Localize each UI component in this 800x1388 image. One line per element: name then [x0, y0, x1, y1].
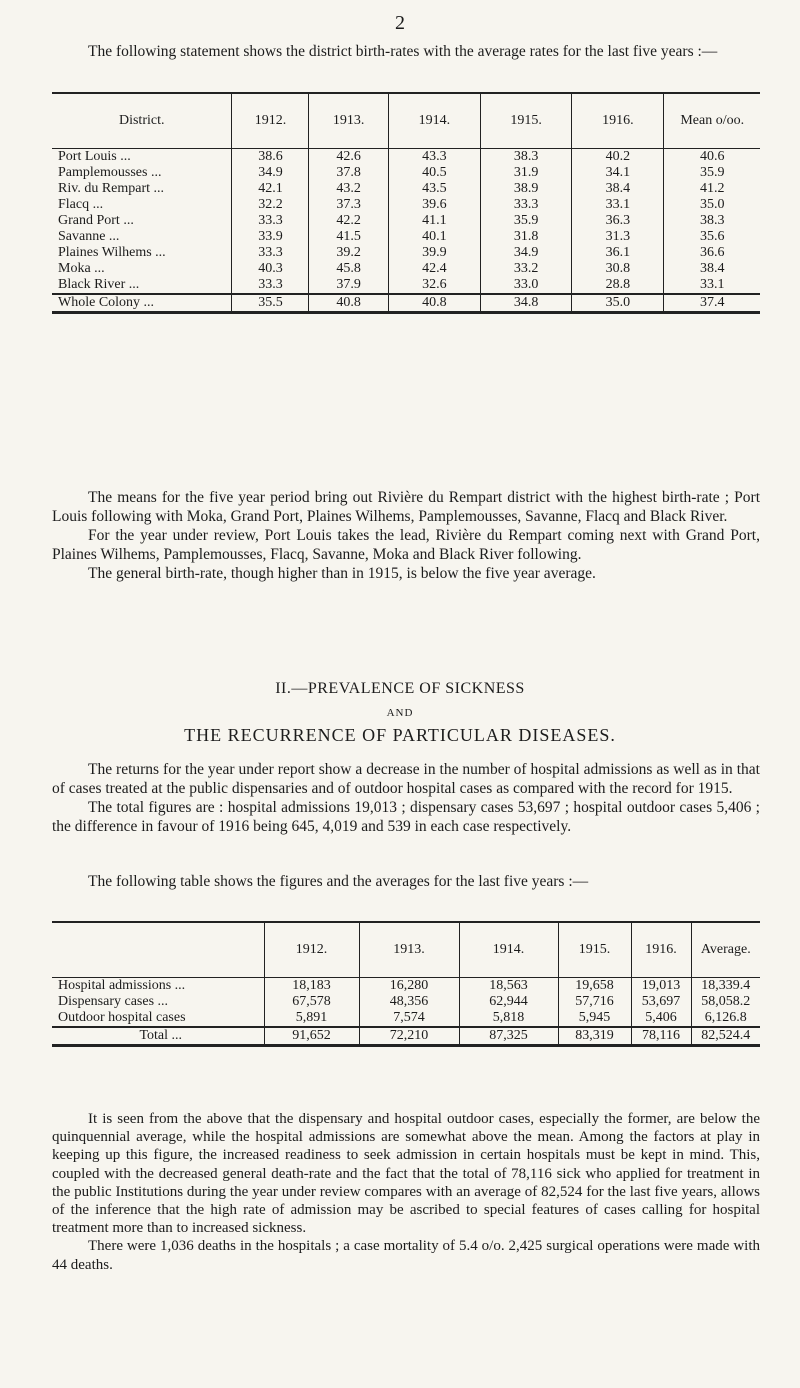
sickness-table-header — [52, 922, 760, 978]
cell-value: 38.4 — [572, 181, 664, 197]
cell-value: 33.3 — [232, 245, 309, 261]
cell-value: 18,339.4 — [691, 978, 760, 995]
table-row — [52, 229, 760, 245]
cell-value: 5,891 — [264, 1010, 359, 1027]
table-row — [52, 978, 760, 995]
cell-value: 32.6 — [388, 277, 480, 294]
cell-value: 33.3 — [232, 213, 309, 229]
district-name: Grand Port ... — [58, 213, 134, 228]
cell-value: 42.6 — [309, 149, 388, 166]
paragraph: It is seen from the above that the dispensary and hospital outdoor cases, especially the former, are below the quinquennial average, while the hospital admissions are somewhat above the mean. Among the factors at play in keeping up this figure, the increased readiness to seek admission in certain hospitals must be kept in mind. This, coupled with the decreased general death-rate and the fact that the total of 78,116 sick who applied for treatment in the public Institutions during the year under review compares with an average of 82,524 for the last five years, allows of the inference that the high rate of admission may be ascribed to special features of cases calling for hospital treatment more than to increased sickness. — [52, 1111, 760, 1237]
cell-value: 35.9 — [664, 165, 760, 181]
row-label: Dispensary cases ... — [58, 994, 169, 1009]
cell-value: 40.5 — [388, 165, 480, 181]
district-name: Savanne ... — [58, 229, 120, 244]
total-value: 40.8 — [309, 294, 388, 313]
cell-value: 58,058.2 — [691, 994, 760, 1010]
cell-value: 18,183 — [264, 978, 359, 995]
cell-value: 37.8 — [309, 165, 388, 181]
header-average: Average. — [691, 922, 760, 978]
total-value: 35.0 — [572, 294, 664, 313]
table-row — [52, 197, 760, 213]
cell-value: 39.2 — [309, 245, 388, 261]
table-row — [52, 149, 760, 166]
header-1915: 1915. — [558, 922, 631, 978]
intro-text: The following statement shows the district birth-rates with the average rates for the last five years :— — [88, 43, 718, 60]
cell-value: 38.4 — [664, 261, 760, 277]
paragraph: The means for the five year period bring out Rivière du Rempart district with the highest birth-rate ; Port Louis following with Moka, Grand Port, Plaines Wilhems, Pamplemousses, Savanne, Flacq and Black River. — [52, 489, 760, 525]
cell-value: 45.8 — [309, 261, 388, 277]
total-label: Total ... — [52, 1027, 264, 1046]
table-row — [52, 261, 760, 277]
cell-value: 41.2 — [664, 181, 760, 197]
paragraph: The total figures are : hospital admissions 19,013 ; dispensary cases 53,697 ; hospital outdoor cases 5,406 ; the difference in favour of 1916 being 645, 4,019 and 539 in each case respectively. — [52, 799, 760, 835]
total-row — [52, 1027, 760, 1046]
table-row — [52, 994, 760, 1010]
cell-value: 38.3 — [664, 213, 760, 229]
table-row — [52, 1010, 760, 1027]
district-name: Plaines Wilhems ... — [58, 245, 166, 260]
cell-value: 38.3 — [480, 149, 571, 166]
row-label: Outdoor hospital cases — [58, 1010, 186, 1025]
cell-value: 42.2 — [309, 213, 388, 229]
cell-value: 35.0 — [664, 197, 760, 213]
table-row — [52, 245, 760, 261]
cell-value: 42.1 — [232, 181, 309, 197]
cell-value: 5,818 — [459, 1010, 558, 1027]
page-number: 2 — [395, 12, 405, 34]
header-1914: 1914. — [388, 93, 480, 149]
cell-value: 34.1 — [572, 165, 664, 181]
total-value: 87,325 — [459, 1027, 558, 1046]
cell-value: 43.2 — [309, 181, 388, 197]
cell-value: 31.9 — [480, 165, 571, 181]
header-district: District. — [52, 93, 232, 149]
header-1916: 1916. — [631, 922, 691, 978]
paragraph: There were 1,036 deaths in the hospitals ; a case mortality of 5.4 o/o. 2,425 surgical operations were made with 44 deaths. — [52, 1238, 760, 1273]
birth-rate-table — [52, 92, 760, 314]
header-blank — [52, 922, 264, 978]
total-row — [52, 294, 760, 313]
section-heading-line2: AND — [386, 707, 414, 719]
table-row — [52, 165, 760, 181]
header-1913: 1913. — [309, 93, 388, 149]
total-value: 91,652 — [264, 1027, 359, 1046]
cell-value: 36.6 — [664, 245, 760, 261]
total-label: Whole Colony ... — [52, 294, 232, 313]
row-label: Hospital admissions ... — [58, 978, 186, 993]
cell-value: 48,356 — [359, 994, 459, 1010]
sickness-discussion — [52, 760, 760, 836]
header-mean: Mean o/oo. — [664, 93, 760, 149]
intro-text-2: The following table shows the figures and the averages for the last five years :— — [88, 873, 589, 890]
header-1914: 1914. — [459, 922, 558, 978]
total-value: 83,319 — [558, 1027, 631, 1046]
header-1916: 1916. — [572, 93, 664, 149]
cell-value: 33.3 — [232, 277, 309, 294]
cell-value: 43.3 — [388, 149, 480, 166]
cell-value: 7,574 — [359, 1010, 459, 1027]
cell-value: 33.3 — [480, 197, 571, 213]
cell-value: 34.9 — [232, 165, 309, 181]
intro-paragraph-2 — [52, 872, 760, 891]
header-1915: 1915. — [480, 93, 571, 149]
cell-value: 32.2 — [232, 197, 309, 213]
district-name: Riv. du Rempart ... — [58, 181, 165, 196]
cell-value: 41.1 — [388, 213, 480, 229]
sickness-table — [52, 921, 760, 1047]
cell-value: 38.9 — [480, 181, 571, 197]
cell-value: 40.6 — [664, 149, 760, 166]
cell-value: 33.1 — [572, 197, 664, 213]
cell-value: 5,945 — [558, 1010, 631, 1027]
cell-value: 67,578 — [264, 994, 359, 1010]
cell-value: 43.5 — [388, 181, 480, 197]
total-value: 72,210 — [359, 1027, 459, 1046]
cell-value: 34.9 — [480, 245, 571, 261]
cell-value: 33.9 — [232, 229, 309, 245]
section-heading-line3: THE RECURRENCE OF PARTICULAR DISEASES. — [184, 725, 616, 745]
cell-value: 30.8 — [572, 261, 664, 277]
cell-value: 31.3 — [572, 229, 664, 245]
total-value: 78,116 — [631, 1027, 691, 1046]
total-value: 40.8 — [388, 294, 480, 313]
cell-value: 5,406 — [631, 1010, 691, 1027]
cell-value: 33.2 — [480, 261, 571, 277]
cell-value: 36.1 — [572, 245, 664, 261]
conclusion-discussion — [52, 1110, 760, 1274]
cell-value: 37.9 — [309, 277, 388, 294]
table-row — [52, 277, 760, 294]
cell-value: 6,126.8 — [691, 1010, 760, 1027]
table-row — [52, 181, 760, 197]
paragraph: For the year under review, Port Louis takes the lead, Rivière du Rempart coming next with Grand Port, Plaines Wilhems, Pamplemousses, Flacq, Savanne, Moka and Black River following. — [52, 527, 760, 563]
cell-value: 19,013 — [631, 978, 691, 995]
cell-value: 35.9 — [480, 213, 571, 229]
cell-value: 19,658 — [558, 978, 631, 995]
cell-value: 38.6 — [232, 149, 309, 166]
total-value: 35.5 — [232, 294, 309, 313]
cell-value: 40.3 — [232, 261, 309, 277]
cell-value: 39.9 — [388, 245, 480, 261]
cell-value: 42.4 — [388, 261, 480, 277]
cell-value: 62,944 — [459, 994, 558, 1010]
district-name: Flacq ... — [58, 197, 104, 212]
cell-value: 40.1 — [388, 229, 480, 245]
district-name: Port Louis ... — [58, 149, 131, 164]
cell-value: 57,716 — [558, 994, 631, 1010]
district-name: Pamplemousses ... — [58, 165, 162, 180]
intro-paragraph — [52, 42, 760, 61]
header-1913: 1913. — [359, 922, 459, 978]
birth-rate-discussion — [52, 488, 760, 583]
section-heading-line1: II.—PREVALENCE OF SICKNESS — [275, 680, 525, 697]
cell-value: 33.1 — [664, 277, 760, 294]
district-name: Moka ... — [58, 261, 105, 276]
cell-value: 36.3 — [572, 213, 664, 229]
header-1912: 1912. — [232, 93, 309, 149]
cell-value: 41.5 — [309, 229, 388, 245]
cell-value: 18,563 — [459, 978, 558, 995]
cell-value: 40.2 — [572, 149, 664, 166]
paragraph: The general birth-rate, though higher than in 1915, is below the five year average. — [88, 565, 596, 582]
cell-value: 33.0 — [480, 277, 571, 294]
district-name: Black River ... — [58, 277, 140, 292]
cell-value: 16,280 — [359, 978, 459, 995]
total-value: 37.4 — [664, 294, 760, 313]
birth-table-header — [52, 93, 760, 149]
cell-value: 39.6 — [388, 197, 480, 213]
cell-value: 35.6 — [664, 229, 760, 245]
header-1912: 1912. — [264, 922, 359, 978]
cell-value: 28.8 — [572, 277, 664, 294]
total-value: 82,524.4 — [691, 1027, 760, 1046]
table-row — [52, 213, 760, 229]
cell-value: 37.3 — [309, 197, 388, 213]
cell-value: 31.8 — [480, 229, 571, 245]
paragraph: The returns for the year under report show a decrease in the number of hospital admissions as well as in that of cases treated at the public dispensaries and of outdoor hospital cases as compared with the record for 1915. — [52, 761, 760, 797]
total-value: 34.8 — [480, 294, 571, 313]
cell-value: 53,697 — [631, 994, 691, 1010]
